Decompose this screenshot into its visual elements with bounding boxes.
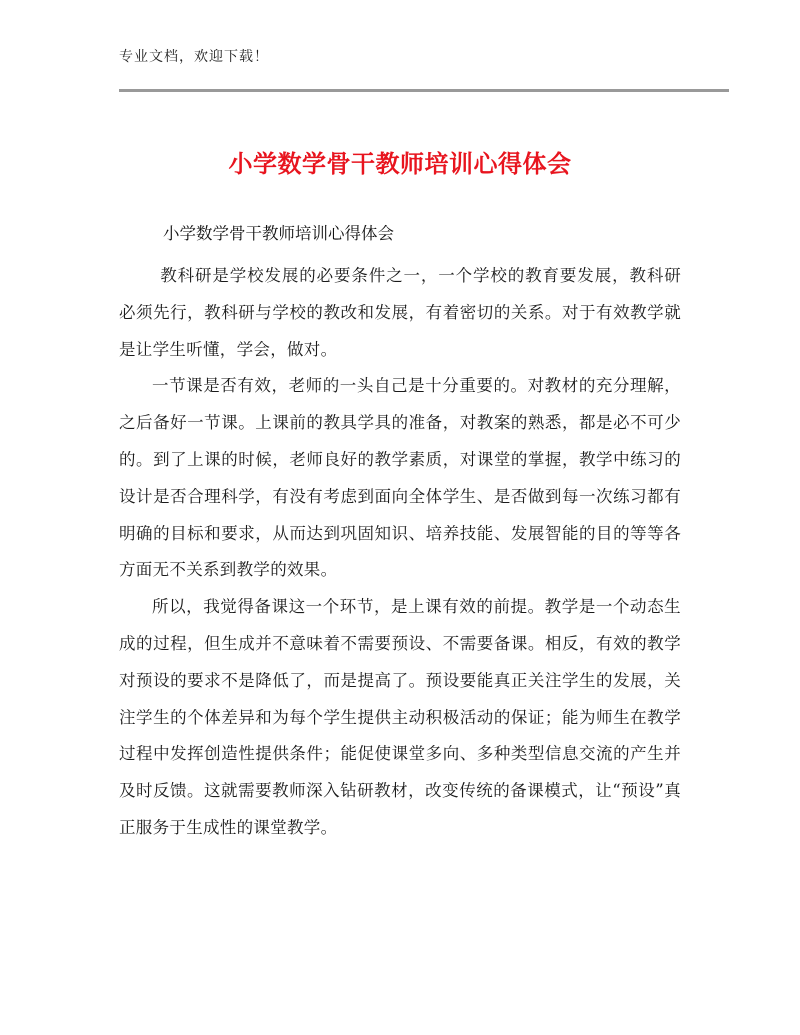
document-subtitle: 小学数学骨干教师培训心得体会 xyxy=(163,224,394,243)
document-body xyxy=(119,258,681,847)
paragraph-1: 教科研是学校发展的必要条件之一，一个学校的教育要发展，教科研必须先行，教科研与学校的教改和发展，有着密切的关系。对于有效教学就是让学生听懂，学会，做对。 xyxy=(119,266,681,359)
paragraph-3: 所以，我觉得备课这一个环节，是上课有效的前提。教学是一个动态生成的过程，但生成并不意味着不需要预设、不需要备课。相反，有效的教学对预设的要求不是降低了，而是提高了。预设要能真正关注学生的发展，关注学生的个体差异和为每个学生提供主动积极活动的保证；能为师生在教学过程中发挥创造性提供条件；能促使课堂多向、多种类型信息交流的产生并及时反馈。这就需要教师深入钻研教材，改变传统的备课模式，让“预设”真正服务于生成性的课堂教学。 xyxy=(119,597,681,837)
paragraph-2: 一节课是否有效，老师的一头自己是十分重要的。对教材的充分理解，之后备好一节课。上课前的教具学具的准备，对教案的熟悉，都是必不可少的。到了上课的时候，老师良好的教学素质，对课堂的掌握，教学中练习的设计是否合理科学，有没有考虑到面向全体学生、是否做到每一次练习都有明确的目标和要求，从而达到巩固知识、培养技能、发展智能的目的等等各方面无不关系到教学的效果。 xyxy=(119,376,681,580)
header-divider xyxy=(119,89,729,92)
header-note: 专业文档，欢迎下载！ xyxy=(119,49,269,65)
document-title: 小学数学骨干教师培训心得体会 xyxy=(228,150,572,178)
